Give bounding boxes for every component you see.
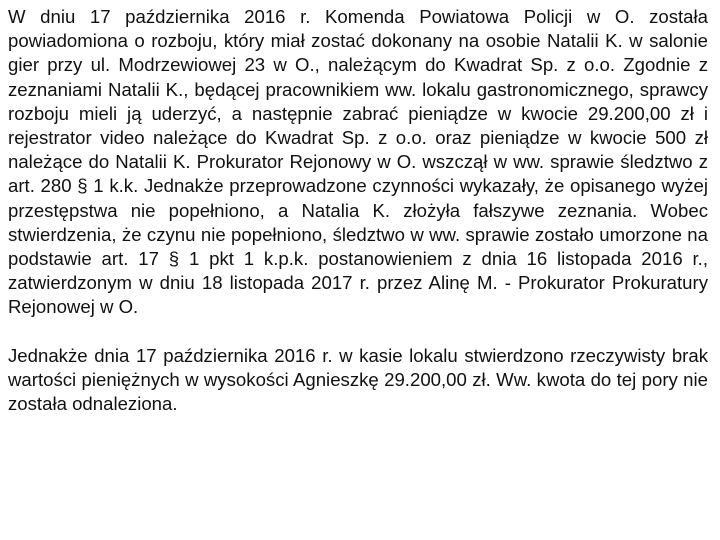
document-body <box>8 5 708 416</box>
paragraph-1: W dniu 17 października 2016 r. Komenda Powiatowa Policji w O. została powiadomiona o rozboju, który miał zostać dokonany na osobie Natalii K. w salonie gier przy ul. Modrzewiowej 23 w O., należącym do Kwadrat Sp. z o.o. Zgodnie z zeznaniami Natalii K., będącej pracownikiem ww. lokalu gastronomicznego, sprawcy rozboju mieli ją uderzyć, a następnie zabrać pieniądze w kwocie 29.200,00 zł i rejestrator video należące do Kwadrat Sp. z o.o. oraz pieniądze w kwocie 500 zł należące do Natalii K. Prokurator Rejonowy w O. wszczął w ww. sprawie śledztwo z art. 280 § 1 k.k. Jednakże przeprowadzone czynności wykazały, że opisanego wyżej przestępstwa nie popełniono, a Natalia K. złożyła fałszywe zeznania. Wobec stwierdzenia, że czynu nie popełniono, śledztwo w ww. sprawie zostało umorzone na podstawie art. 17 § 1 pkt 1 k.p.k. postanowieniem z dnia 16 listopada 2016 r., zatwierdzonym w dniu 18 listopada 2017 r. przez Alinę M. - Prokurator Prokuratury Rejonowej w O. <box>8 6 708 318</box>
paragraph-2: Jednakże dnia 17 października 2016 r. w kasie lokalu stwierdzono rzeczywisty brak wartości pieniężnych w wysokości Agnieszkę 29.200,00 zł. Ww. kwota do tej pory nie została odnaleziona. <box>8 344 708 415</box>
